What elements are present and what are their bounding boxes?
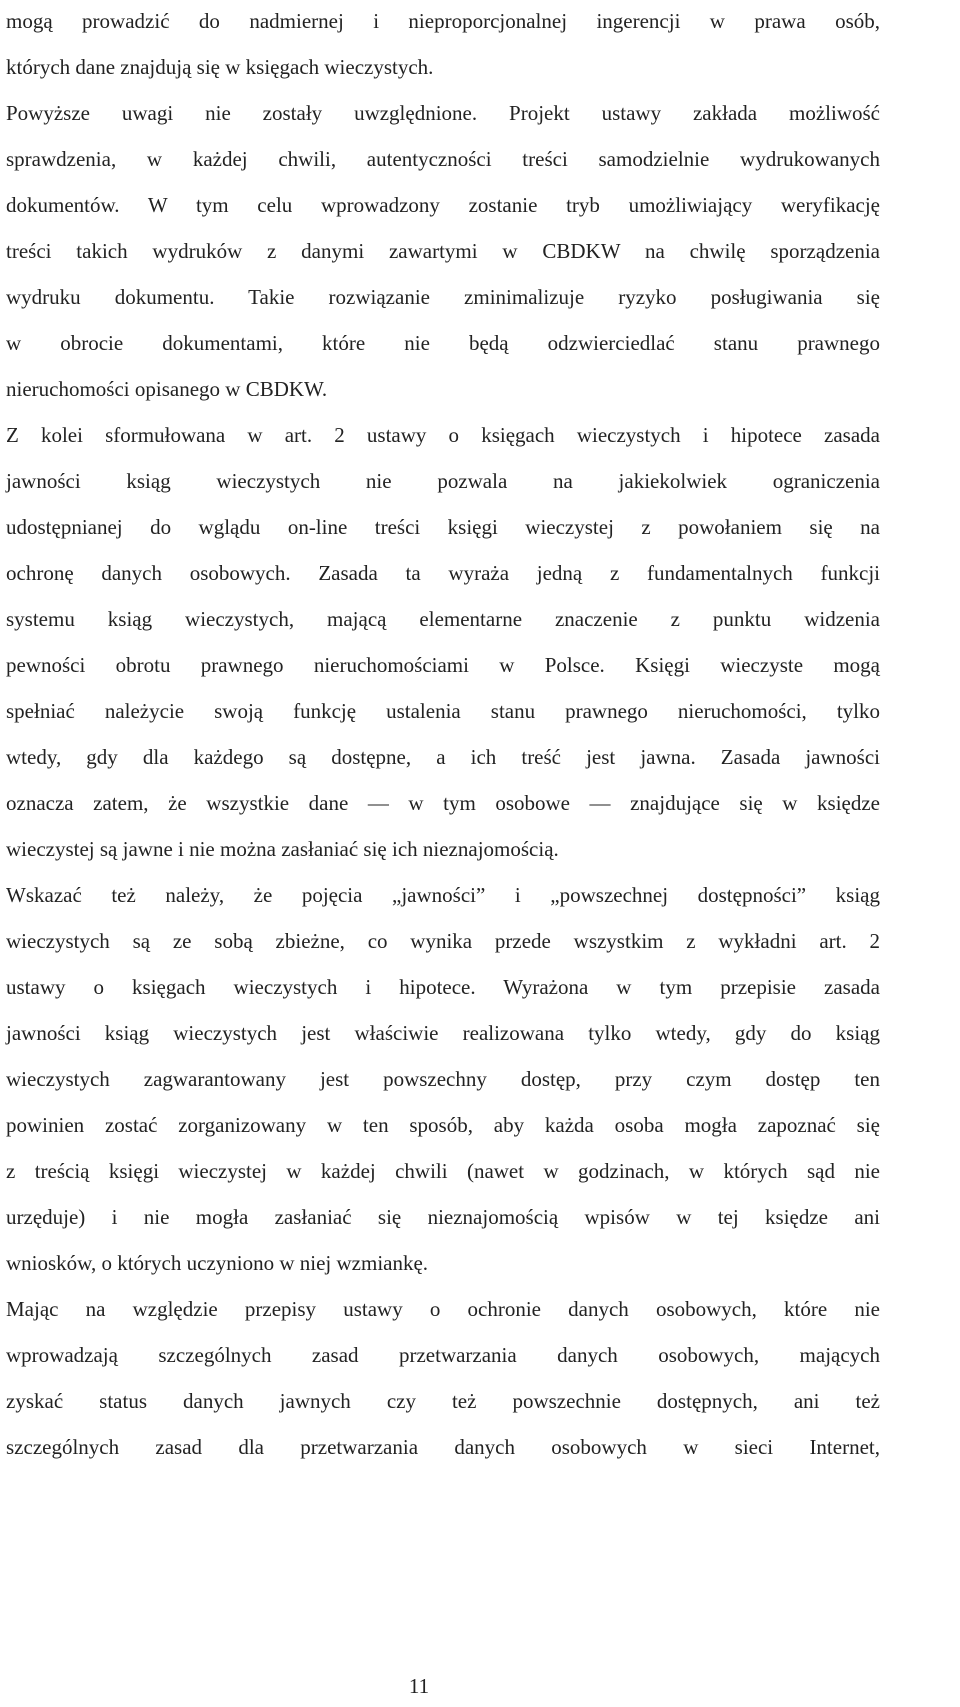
text-line: urzęduje) i nie mogła zasłaniać się nieznajomością wpisów w tej księdze ani	[6, 1205, 880, 1229]
text-line: jawności ksiąg wieczystych nie pozwala na jakiekolwiek ograniczenia	[6, 469, 880, 493]
text-line: mogą prowadzić do nadmiernej i nieproporcjonalnej ingerencji w prawa osób,	[6, 9, 880, 33]
text-line: których dane znajdują się w księgach wieczystych.	[6, 55, 434, 79]
text-line: w obrocie dokumentami, które nie będą odzwierciedlać stanu prawnego	[6, 331, 880, 355]
text-line: wieczystych zagwarantowany jest powszechny dostęp, przy czym dostęp ten	[6, 1067, 880, 1091]
text-line: Powyższe uwagi nie zostały uwzględnione. Projekt ustawy zakłada możliwość	[6, 101, 880, 125]
text-line: wprowadzają szczególnych zasad przetwarzania danych osobowych, mających	[6, 1343, 880, 1367]
text-line: powinien zostać zorganizowany w ten sposób, aby każda osoba mogła zapoznać się	[6, 1113, 880, 1137]
text-line: wtedy, gdy dla każdego są dostępne, a ich treść jest jawna. Zasada jawności	[6, 745, 880, 769]
text-line: zyskać status danych jawnych czy też powszechnie dostępnych, ani też	[6, 1389, 880, 1413]
text-line: treści takich wydruków z danymi zawartymi w CBDKW na chwilę sporządzenia	[6, 239, 880, 263]
text-line: dokumentów. W tym celu wprowadzony zostanie tryb umożliwiający weryfikację	[6, 193, 880, 217]
page-number: 11	[408, 1674, 430, 1698]
text-line: jawności ksiąg wieczystych jest właściwie realizowana tylko wtedy, gdy do ksiąg	[6, 1021, 880, 1045]
text-line: udostępnianej do wglądu on-line treści księgi wieczystej z powołaniem się na	[6, 515, 880, 539]
text-line: szczególnych zasad dla przetwarzania danych osobowych w sieci Internet,	[6, 1435, 880, 1459]
text-line: ochronę danych osobowych. Zasada ta wyraża jedną z fundamentalnych funkcji	[6, 561, 880, 585]
text-line: systemu ksiąg wieczystych, mającą elementarne znaczenie z punktu widzenia	[6, 607, 880, 631]
text-line: sprawdzenia, w każdej chwili, autentyczności treści samodzielnie wydrukowanych	[6, 147, 880, 171]
text-line: ustawy o księgach wieczystych i hipotece. Wyrażona w tym przepisie zasada	[6, 975, 880, 999]
text-line: nieruchomości opisanego w CBDKW.	[6, 377, 328, 401]
text-line: oznacza zatem, że wszystkie dane — w tym osobowe — znajdujące się w księdze	[6, 791, 880, 815]
text-line: wydruku dokumentu. Takie rozwiązanie zminimalizuje ryzyko posługiwania się	[6, 285, 880, 309]
text-line: wniosków, o których uczyniono w niej wzmiankę.	[6, 1251, 429, 1275]
document-body	[6, 8, 880, 1480]
text-line: spełniać należycie swoją funkcję ustalenia stanu prawnego nieruchomości, tylko	[6, 699, 880, 723]
text-line: wieczystej są jawne i nie można zasłaniać się ich nieznajomością.	[6, 837, 559, 861]
text-line: Z kolei sformułowana w art. 2 ustawy o księgach wieczystych i hipotece zasada	[6, 423, 880, 447]
text-line: wieczystych są ze sobą zbieżne, co wynika przede wszystkim z wykładni art. 2	[6, 929, 880, 953]
text-line: z treścią księgi wieczystej w każdej chwili (nawet w godzinach, w których sąd nie	[6, 1159, 880, 1183]
text-line: Wskazać też należy, że pojęcia „jawności” i „powszechnej dostępności” ksiąg	[6, 883, 880, 907]
text-line: pewności obrotu prawnego nieruchomościami w Polsce. Księgi wieczyste mogą	[6, 653, 880, 677]
text-line: Mając na względzie przepisy ustawy o ochronie danych osobowych, które nie	[6, 1297, 880, 1321]
